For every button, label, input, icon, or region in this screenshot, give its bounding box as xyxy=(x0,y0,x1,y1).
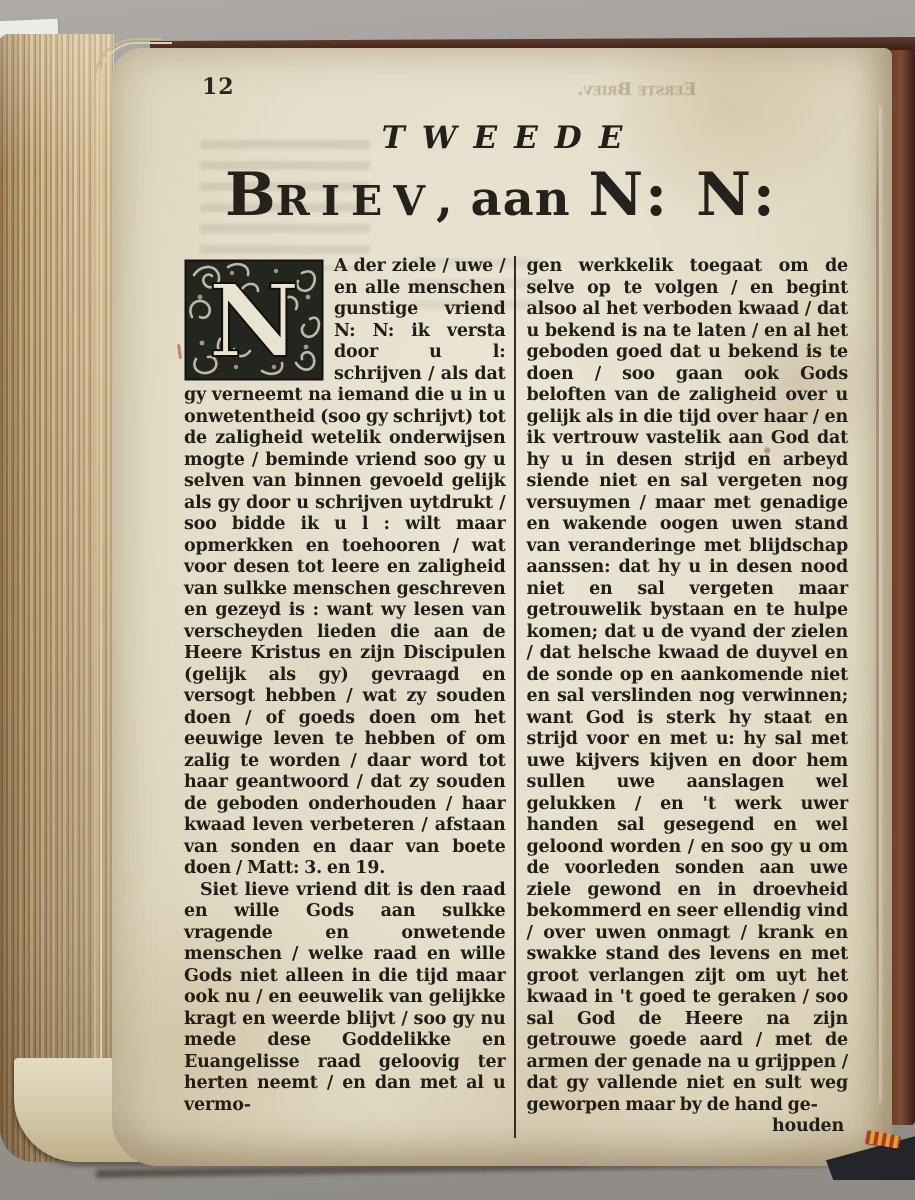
book-cover-right-edge xyxy=(889,50,915,1125)
catchword: houden xyxy=(771,1116,844,1136)
woodcut-initial-N xyxy=(184,259,324,381)
right-column xyxy=(514,256,849,1138)
book-page xyxy=(112,48,892,1166)
paragraph: A der ziele / uwe / en alle menschen gunstige vriend N: N: ik versta door u l: schrijven / als dat gy verneemt na iemand die u in u onwetentheid (soo gy schrijvt) tot de zaligheid wetelik onderwijsen mogte / beminde vriend soo gy u selven van binnen gevoeld gelijk als gy door u schrijven uytdrukt / soo bidde ik u l : wilt maar opmerkken en toehooren / wat voor desen tot leere en zaligheid van sulkke menschen geschreven en gezeyd is : want wy lesen van verscheyden lieden die aan de Heere Kristus en zijn Discipulen (gelijk als gy) gevraagd en versogt hebben / wat zy souden doen / of goeds doen om het eeuwige leven te hebben of om zalig te worden / daar word tot haar geantwoord / dat zy souden de geboden onderhouden / haar kwaad leven verbeteren / afstaan van sonden en daar van boete doen / Matt: 3. en 19. xyxy=(184,256,506,878)
letter-heading xyxy=(112,160,892,230)
heading-connector: aan xyxy=(452,171,589,227)
page-number: 12 xyxy=(202,74,235,100)
paragraph: gen werkkelik toegaat om de selve op te volgen / en begint alsoo al het verboden kwaad / dat u bekend is na te laten / en al het geboden goed dat u bekend is te doen / soo gaan ook Gods beloften van de zaligheid over u gelijk als in die tijd over haar / en ik vertrouw vastelik aan God dat hy u in desen strijd en arbeyd siende niet en sal vergeten nog versuymen / maar met genadige en wakende oogen uwen stand van veranderinge met blijdschap aanssen: dat hy u in desen nood niet en sal vergeten maar getrouwelik bystaan en te hulpe komen; dat u de vyand der zielen / dat helsche kwaad de duyvel en de sonde op en aankomende niet en sal verslinden nog verwinnen; want God is sterk hy staat en strijd voor en met u: hy sal met uwe kijvers kijven en door hem sullen uwe aanslagen wel gelukken / en 't werk uwer handen sal gesegend en wel geloond worden / en soo gy u om de voorleden sonden aan uwe ziele gewond en in droevheid bekommerd en seer ellendig vind / over uwen onmagt / krank en swakke stand des levens en met groot verlangen zijt om uyt het kwaad in 't goed te geraken / soo sal God de Heere na zijn getrouwe goede aard / met de armen der genade na u grijppen / dat gy vallende niet en sult weg geworpen maar by de hand ge- xyxy=(526,256,848,1115)
showthrough-header: Eerste Briev. xyxy=(577,80,697,100)
paragraph: Siet lieve vriend dit is den raad en wille Gods aan sulkke vragende en onwetende menschen / welke raad en wille Gods niet alleen in die tijd maar ook nu / en eeuwelik van gelijkke kragt en weerde blijvt / soo gy nu mede dese Goddelikke en Euangelisse raad geloovig ter herten neemt / en dan met al u vermo- xyxy=(184,879,506,1115)
drop-cap-letter: N xyxy=(208,262,300,380)
heading-comma: , xyxy=(436,171,453,227)
left-column xyxy=(184,256,514,1138)
two-column-text xyxy=(184,256,848,1138)
section-heading: TWEEDE xyxy=(381,120,640,156)
heading-addressee: N: N: xyxy=(588,160,779,230)
heading-word-rest: RIEV xyxy=(275,177,437,225)
margin-ink-mark xyxy=(177,344,182,359)
heading-initial: B xyxy=(225,160,276,230)
page-crease xyxy=(876,106,879,1102)
